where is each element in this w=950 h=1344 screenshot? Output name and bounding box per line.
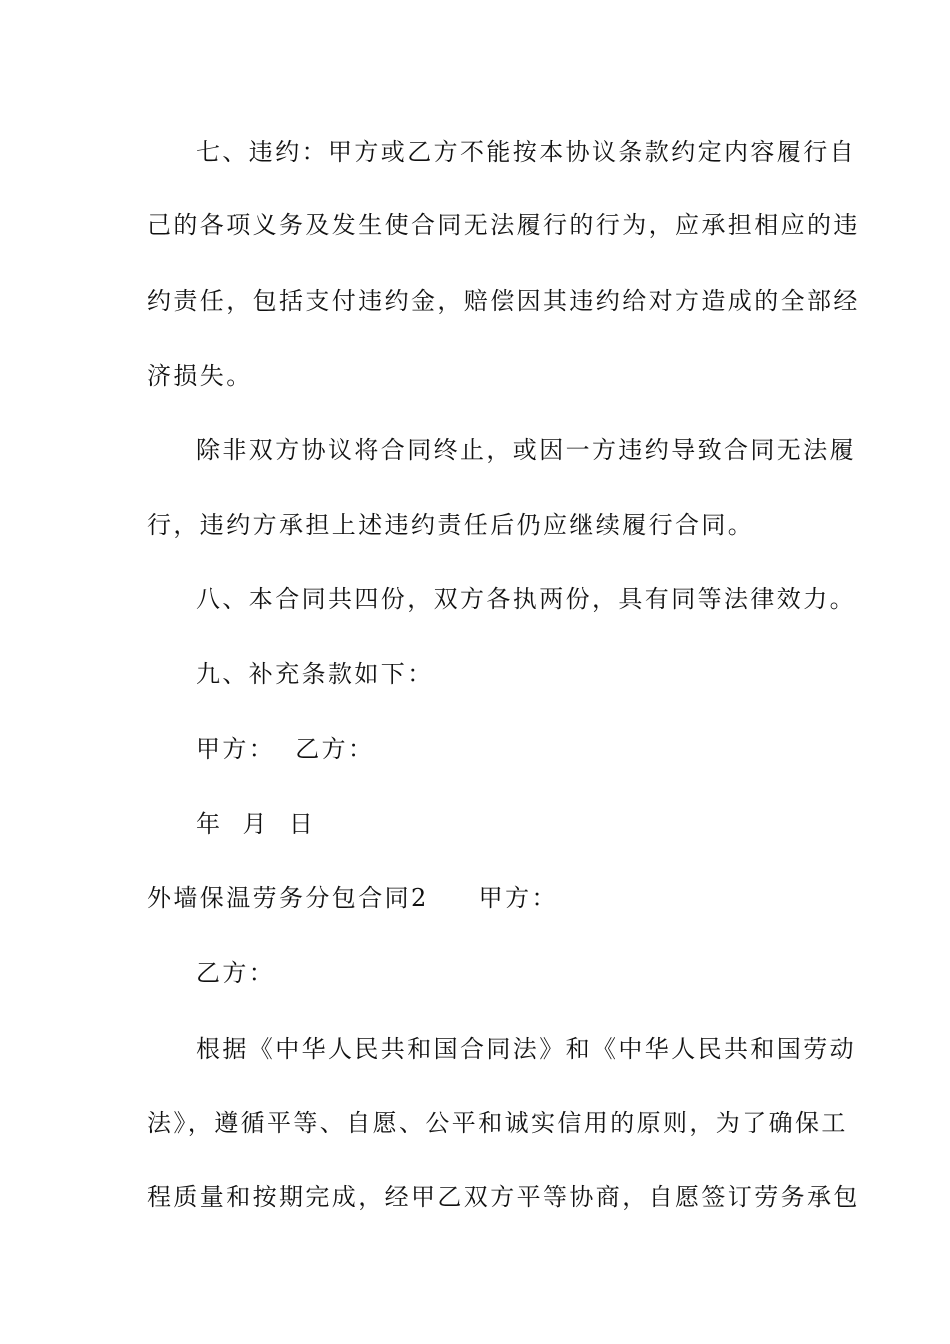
party-a-label: 甲方： [478,884,558,912]
paragraph-termination-line-1: 除非双方协议将合同终止，或因一方违约导致合同无法履 [196,436,856,464]
clause-7-line-4: 济损失。 [147,362,253,390]
clause-7-line-3: 约责任，包括支付违约金，赔偿因其违约给对方造成的全部经 [147,287,860,315]
clause-8: 八、本合同共四份，双方各执两份，具有同等法律效力。 [196,585,856,613]
contract-2-heading-line [147,882,807,914]
clause-7-line-1: 七、违约：甲方或乙方不能按本协议条款约定内容履行自 [196,138,856,166]
signature-parties: 甲方： 乙方： [196,735,375,763]
clause-9: 九、补充条款如下： [196,660,434,688]
preamble-line-3: 程质量和按期完成，经甲乙双方平等协商，自愿签订劳务承包 [147,1183,860,1211]
contract-2-title: 外墙保温劳务分包合同2 [147,884,429,912]
paragraph-termination-line-2: 行，违约方承担上述违约责任后仍应继续履行合同。 [147,511,755,539]
preamble-line-2: 法》，遵循平等、自愿、公平和诚实信用的原则，为了确保工 [147,1109,848,1137]
signature-date: 年 月 日 [196,810,316,838]
clause-7-line-2: 己的各项义务及发生使合同无法履行的行为，应承担相应的违 [147,211,860,239]
preamble-line-1: 根据《中华人民共和国合同法》和《中华人民共和国劳动 [196,1035,856,1063]
party-b-label: 乙方： [196,959,276,987]
